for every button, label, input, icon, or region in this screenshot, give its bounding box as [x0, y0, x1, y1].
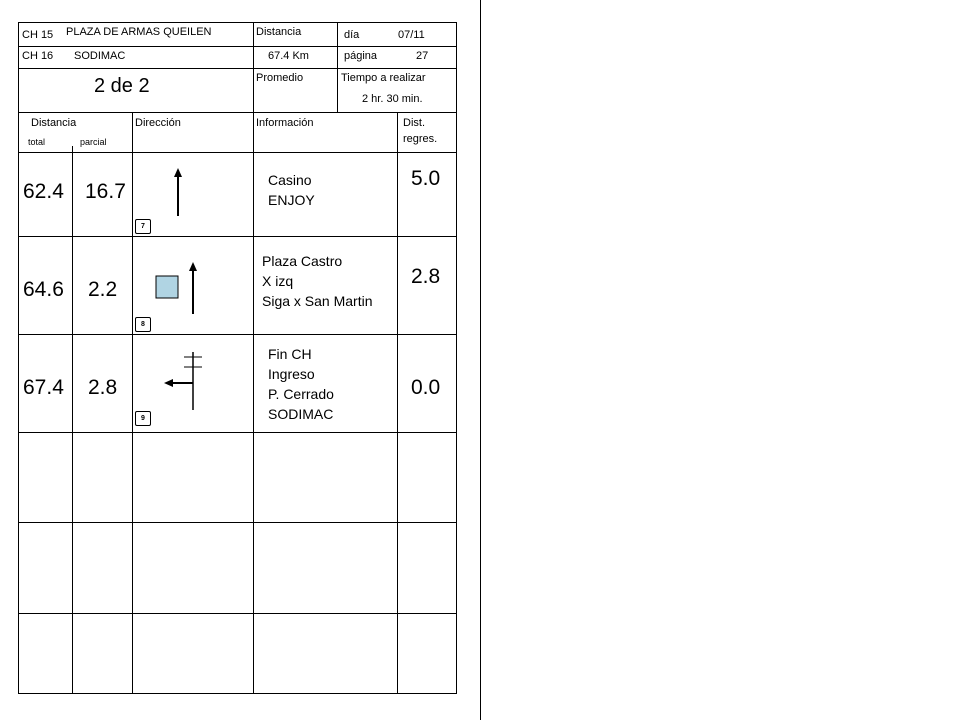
- distancia-label: Distancia: [256, 26, 302, 38]
- distancia-value: 67.4 Km: [268, 50, 309, 62]
- info-line: ENJOY: [268, 192, 315, 208]
- ch-start-code: CH 15: [22, 29, 54, 41]
- info-line: Fin CH: [268, 346, 312, 362]
- promedio-label: Promedio: [256, 72, 304, 84]
- row-regres: 0.0: [411, 376, 441, 399]
- info-line: X izq: [262, 273, 294, 289]
- info-line: P. Cerrado: [268, 386, 334, 402]
- row-info: [268, 344, 334, 424]
- info-line: SODIMAC: [268, 406, 334, 422]
- row-regres: 2.8: [411, 265, 441, 288]
- row-badge: 8: [135, 317, 151, 332]
- row-parcial: 2.8: [88, 376, 118, 399]
- pagina-label: página: [344, 50, 378, 62]
- row-badge: 9: [135, 411, 151, 426]
- ch-end-name: SODIMAC: [74, 50, 126, 62]
- ch-end-code: CH 16: [22, 50, 54, 62]
- dia-label: día: [344, 29, 360, 41]
- tiempo-label: Tiempo a realizar: [341, 72, 426, 84]
- pagina-value: 27: [416, 50, 429, 62]
- page-of: 2 de 2: [94, 75, 150, 97]
- col-dist-regres-2: regres.: [403, 133, 438, 145]
- info-line: Plaza Castro: [262, 253, 343, 269]
- ch-start-name: PLAZA DE ARMAS QUEILEN: [66, 26, 212, 38]
- dia-value: 07/11: [398, 29, 425, 41]
- row-total: 62.4: [23, 180, 64, 203]
- col-distancia: Distancia: [31, 117, 77, 129]
- row-regres: 5.0: [411, 167, 441, 190]
- row-total: 64.6: [23, 278, 64, 301]
- info-line: Ingreso: [268, 366, 315, 382]
- info-line: Siga x San Martin: [262, 293, 373, 309]
- info-line: Casino: [268, 172, 312, 188]
- row-parcial: 16.7: [85, 180, 126, 203]
- col-direccion: Dirección: [135, 117, 181, 129]
- row-parcial: 2.2: [88, 278, 118, 301]
- col-parcial: parcial: [80, 137, 107, 147]
- col-dist-regres-1: Dist.: [403, 117, 425, 129]
- row-total: 67.4: [23, 376, 64, 399]
- col-total: total: [28, 137, 46, 147]
- col-informacion: Información: [256, 117, 314, 129]
- tiempo-value: 2 hr. 30 min.: [362, 93, 423, 105]
- row-badge: 7: [135, 219, 151, 234]
